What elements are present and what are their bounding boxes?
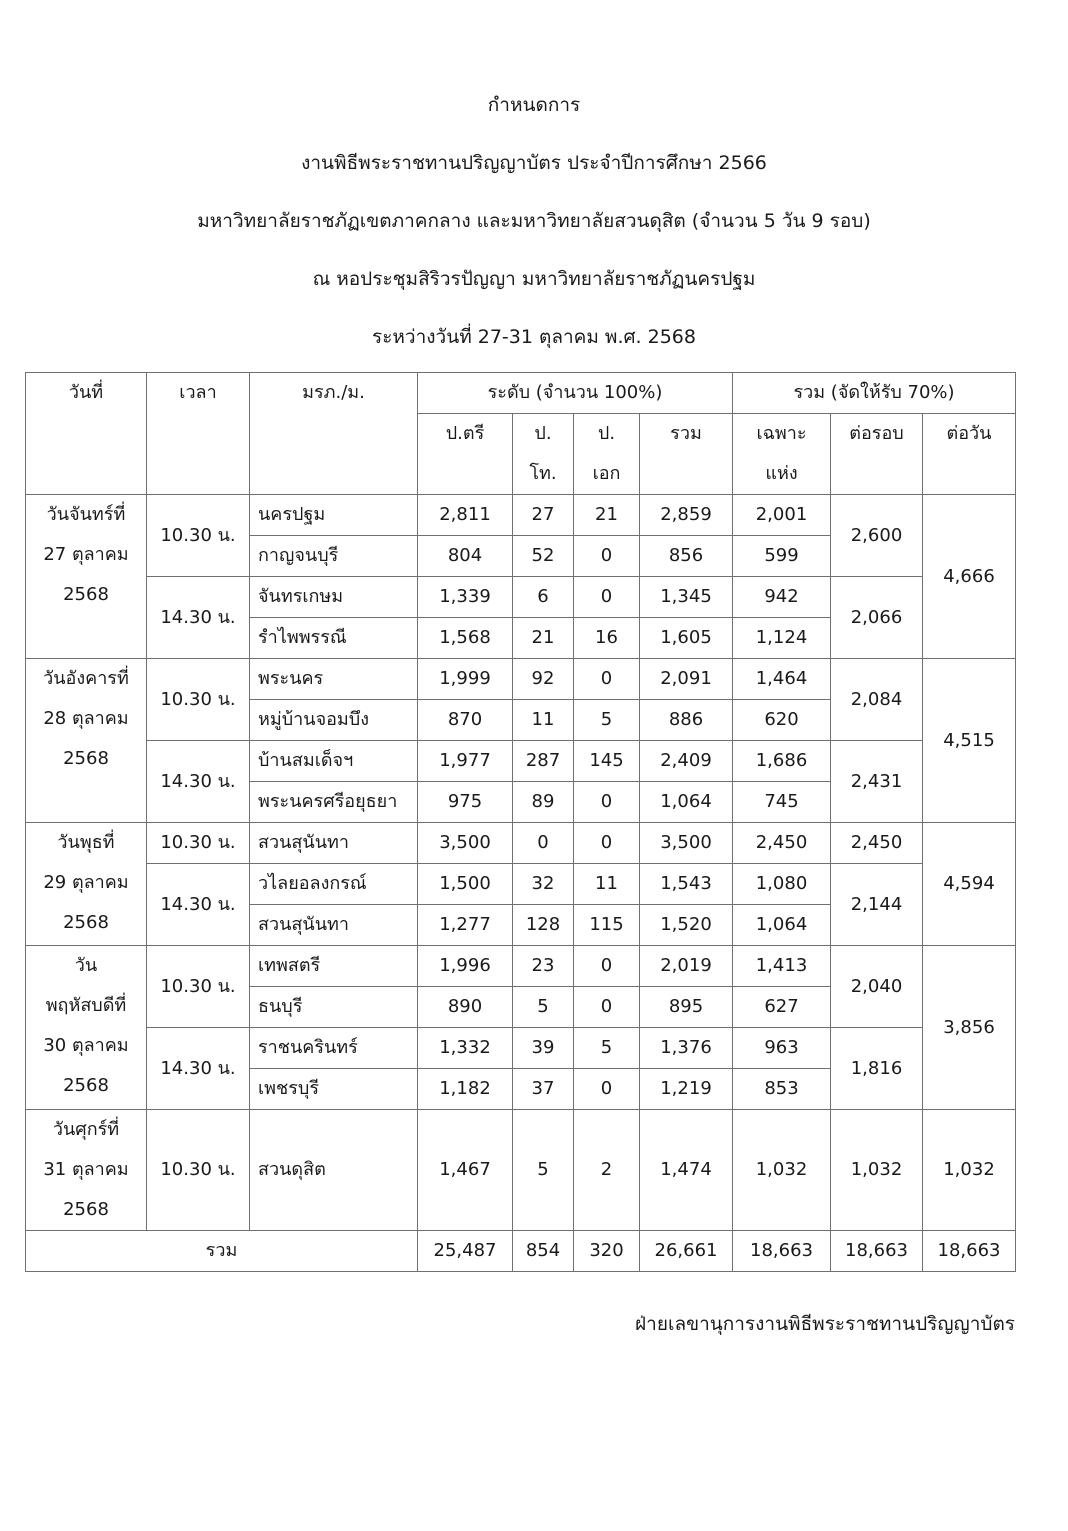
per-round-cell: 1,032 xyxy=(831,1110,923,1231)
header-sum: รวม xyxy=(640,414,733,495)
table-row xyxy=(26,823,1016,864)
per-round-cell: 2,040 xyxy=(831,946,923,1028)
time-cell: 14.30 น. xyxy=(147,741,250,823)
university-cell: กาญจนบุรี xyxy=(250,536,418,577)
specific-cell: 599 xyxy=(733,536,831,577)
date-cell xyxy=(26,659,147,823)
header-specific-line1: เฉพาะ xyxy=(756,423,807,444)
bachelor-cell: 1,568 xyxy=(418,618,513,659)
header-specific-line2: แห่ง xyxy=(765,463,798,484)
total-label: รวม xyxy=(26,1231,418,1272)
sum-cell: 1,543 xyxy=(640,864,733,905)
university-cell: สวนดุสิต xyxy=(250,1110,418,1231)
university-cell: ธนบุรี xyxy=(250,987,418,1028)
header-bachelor: ป.ตรี xyxy=(418,414,513,495)
doctor-cell: 0 xyxy=(574,577,640,618)
per-round-cell: 2,084 xyxy=(831,659,923,741)
master-cell: 32 xyxy=(513,864,574,905)
doctor-cell: 21 xyxy=(574,495,640,536)
bachelor-cell: 1,182 xyxy=(418,1069,513,1110)
specific-cell: 1,032 xyxy=(733,1110,831,1231)
header-doctor-line2: เอก xyxy=(592,463,621,484)
table-row xyxy=(26,495,1016,536)
date-line: 30 ตุลาคม xyxy=(43,1035,129,1056)
sum-cell: 2,859 xyxy=(640,495,733,536)
doctor-cell: 0 xyxy=(574,946,640,987)
date-line: วันศุกร์ที่ xyxy=(52,1119,120,1140)
total-bachelor: 25,487 xyxy=(418,1231,513,1272)
bachelor-cell: 1,339 xyxy=(418,577,513,618)
sum-cell: 2,091 xyxy=(640,659,733,700)
master-cell: 11 xyxy=(513,700,574,741)
sum-cell: 1,605 xyxy=(640,618,733,659)
date-line: 2568 xyxy=(63,1075,109,1096)
bachelor-cell: 1,277 xyxy=(418,905,513,946)
bachelor-cell: 1,977 xyxy=(418,741,513,782)
university-cell: สวนสุนันทา xyxy=(250,905,418,946)
doctor-cell: 115 xyxy=(574,905,640,946)
doctor-cell: 2 xyxy=(574,1110,640,1231)
specific-cell: 853 xyxy=(733,1069,831,1110)
bachelor-cell: 870 xyxy=(418,700,513,741)
header-per-round: ต่อรอบ xyxy=(831,414,923,495)
date-line: 2568 xyxy=(63,912,109,933)
university-cell: พระนครศรีอยุธยา xyxy=(250,782,418,823)
sum-cell: 895 xyxy=(640,987,733,1028)
university-cell: จันทรเกษม xyxy=(250,577,418,618)
sum-cell: 886 xyxy=(640,700,733,741)
per-round-cell: 1,816 xyxy=(831,1028,923,1110)
table-row xyxy=(26,864,1016,905)
specific-cell: 942 xyxy=(733,577,831,618)
time-cell: 14.30 น. xyxy=(147,577,250,659)
header-per-day: ต่อวัน xyxy=(923,414,1016,495)
bachelor-cell: 1,332 xyxy=(418,1028,513,1069)
date-line: วันพุธที่ xyxy=(57,832,115,853)
master-cell: 6 xyxy=(513,577,574,618)
university-cell: นครปฐม xyxy=(250,495,418,536)
specific-cell: 1,064 xyxy=(733,905,831,946)
specific-cell: 1,080 xyxy=(733,864,831,905)
doctor-cell: 0 xyxy=(574,1069,640,1110)
per-day-cell: 4,594 xyxy=(923,823,1016,946)
university-cell: รำไพพรรณี xyxy=(250,618,418,659)
date-line: 2568 xyxy=(63,748,109,769)
header-university: มรภ./ม. xyxy=(250,373,418,495)
time-cell: 10.30 น. xyxy=(147,495,250,577)
header-line-3: มหาวิทยาลัยราชภัฏเขตภาคกลาง และมหาวิทยาลัยสวนดุสิต (จำนวน 5 วัน 9 รอบ) xyxy=(197,210,871,232)
header-time: เวลา xyxy=(147,373,250,495)
time-cell: 10.30 น. xyxy=(147,1110,250,1231)
bachelor-cell: 1,996 xyxy=(418,946,513,987)
bachelor-cell: 804 xyxy=(418,536,513,577)
specific-cell: 620 xyxy=(733,700,831,741)
sum-cell: 3,500 xyxy=(640,823,733,864)
doctor-cell: 5 xyxy=(574,1028,640,1069)
sum-cell: 2,409 xyxy=(640,741,733,782)
doctor-cell: 16 xyxy=(574,618,640,659)
sum-cell: 1,345 xyxy=(640,577,733,618)
table-row xyxy=(26,659,1016,700)
header-line-5: ระหว่างวันที่ 27-31 ตุลาคม พ.ศ. 2568 xyxy=(371,326,696,348)
specific-cell: 1,686 xyxy=(733,741,831,782)
sum-cell: 2,019 xyxy=(640,946,733,987)
bachelor-cell: 975 xyxy=(418,782,513,823)
master-cell: 89 xyxy=(513,782,574,823)
master-cell: 52 xyxy=(513,536,574,577)
header-doctor xyxy=(574,414,640,495)
table-row xyxy=(26,1110,1016,1231)
per-round-cell: 2,144 xyxy=(831,864,923,946)
schedule-table xyxy=(25,372,1016,1272)
master-cell: 5 xyxy=(513,1110,574,1231)
master-cell: 0 xyxy=(513,823,574,864)
per-round-cell: 2,450 xyxy=(831,823,923,864)
bachelor-cell: 1,467 xyxy=(418,1110,513,1231)
doctor-cell: 0 xyxy=(574,987,640,1028)
table-row xyxy=(26,577,1016,618)
university-cell: ราชนครินทร์ xyxy=(250,1028,418,1069)
header-master-line2: โท. xyxy=(529,463,557,484)
header-line-1: กำหนดการ xyxy=(487,94,581,116)
date-cell xyxy=(26,946,147,1110)
per-round-cell: 2,066 xyxy=(831,577,923,659)
date-line: วันอังคารที่ xyxy=(43,668,129,689)
time-cell: 14.30 น. xyxy=(147,864,250,946)
per-round-cell: 2,431 xyxy=(831,741,923,823)
table-footer xyxy=(26,1231,1016,1272)
master-cell: 287 xyxy=(513,741,574,782)
total-sum: 26,661 xyxy=(640,1231,733,1272)
bachelor-cell: 3,500 xyxy=(418,823,513,864)
table-header xyxy=(26,373,1016,495)
bachelor-cell: 1,500 xyxy=(418,864,513,905)
doctor-cell: 11 xyxy=(574,864,640,905)
per-day-cell: 3,856 xyxy=(923,946,1016,1110)
header-total-group: รวม (จัดให้รับ 70%) xyxy=(733,373,1016,414)
header-specific xyxy=(733,414,831,495)
date-line: วันจันทร์ที่ xyxy=(46,504,126,525)
total-specific: 18,663 xyxy=(733,1231,831,1272)
university-cell: สวนสุนันทา xyxy=(250,823,418,864)
footer-signature: ฝ่ายเลขานุการงานพิธีพระราชทานปริญญาบัตร xyxy=(635,1313,1015,1335)
header-level-group: ระดับ (จำนวน 100%) xyxy=(418,373,733,414)
date-line: พฤหัสบดีที่ xyxy=(45,995,127,1016)
doctor-cell: 0 xyxy=(574,659,640,700)
sum-cell: 1,474 xyxy=(640,1110,733,1231)
specific-cell: 745 xyxy=(733,782,831,823)
sum-cell: 1,376 xyxy=(640,1028,733,1069)
total-row xyxy=(26,1231,1016,1272)
bachelor-cell: 1,999 xyxy=(418,659,513,700)
header-master-line1: ป. xyxy=(534,423,552,444)
header-doctor-line1: ป. xyxy=(597,423,616,444)
doctor-cell: 5 xyxy=(574,700,640,741)
sum-cell: 1,064 xyxy=(640,782,733,823)
bachelor-cell: 2,811 xyxy=(418,495,513,536)
header-line-2: งานพิธีพระราชทานปริญญาบัตร ประจำปีการศึกษา 2566 xyxy=(301,152,767,174)
university-cell: พระนคร xyxy=(250,659,418,700)
time-cell: 10.30 น. xyxy=(147,946,250,1028)
total-per-day: 18,663 xyxy=(923,1231,1016,1272)
master-cell: 37 xyxy=(513,1069,574,1110)
date-line: 28 ตุลาคม xyxy=(43,708,129,729)
table-row xyxy=(26,741,1016,782)
time-cell: 14.30 น. xyxy=(147,1028,250,1110)
doctor-cell: 145 xyxy=(574,741,640,782)
bachelor-cell: 890 xyxy=(418,987,513,1028)
doctor-cell: 0 xyxy=(574,536,640,577)
date-line: 31 ตุลาคม xyxy=(43,1159,129,1180)
table-row xyxy=(26,1028,1016,1069)
master-cell: 128 xyxy=(513,905,574,946)
university-cell: เพชรบุรี xyxy=(250,1069,418,1110)
date-line: 2568 xyxy=(63,1199,109,1220)
date-cell xyxy=(26,1110,147,1231)
date-line: 27 ตุลาคม xyxy=(43,544,129,565)
total-per-round: 18,663 xyxy=(831,1231,923,1272)
date-line: วัน xyxy=(74,955,98,976)
sum-cell: 856 xyxy=(640,536,733,577)
specific-cell: 1,124 xyxy=(733,618,831,659)
doctor-cell: 0 xyxy=(574,823,640,864)
table-body xyxy=(26,495,1016,1231)
per-day-cell: 1,032 xyxy=(923,1110,1016,1231)
date-line: 2568 xyxy=(63,584,109,605)
master-cell: 92 xyxy=(513,659,574,700)
time-cell: 10.30 น. xyxy=(147,659,250,741)
specific-cell: 2,450 xyxy=(733,823,831,864)
header-line-4: ณ หอประชุมสิริวรปัญญา มหาวิทยาลัยราชภัฏนครปฐม xyxy=(312,268,756,290)
table-row xyxy=(26,946,1016,987)
per-day-cell: 4,666 xyxy=(923,495,1016,659)
master-cell: 21 xyxy=(513,618,574,659)
master-cell: 5 xyxy=(513,987,574,1028)
per-day-cell: 4,515 xyxy=(923,659,1016,823)
date-line: 29 ตุลาคม xyxy=(43,872,129,893)
date-cell xyxy=(26,495,147,659)
header-master xyxy=(513,414,574,495)
time-cell: 10.30 น. xyxy=(147,823,250,864)
header-date: วันที่ xyxy=(26,373,147,495)
master-cell: 23 xyxy=(513,946,574,987)
master-cell: 39 xyxy=(513,1028,574,1069)
master-cell: 27 xyxy=(513,495,574,536)
university-cell: เทพสตรี xyxy=(250,946,418,987)
specific-cell: 2,001 xyxy=(733,495,831,536)
university-cell: วไลยอลงกรณ์ xyxy=(250,864,418,905)
specific-cell: 1,464 xyxy=(733,659,831,700)
total-master: 854 xyxy=(513,1231,574,1272)
total-doctor: 320 xyxy=(574,1231,640,1272)
sum-cell: 1,219 xyxy=(640,1069,733,1110)
specific-cell: 627 xyxy=(733,987,831,1028)
doctor-cell: 0 xyxy=(574,782,640,823)
per-round-cell: 2,600 xyxy=(831,495,923,577)
university-cell: บ้านสมเด็จฯ xyxy=(250,741,418,782)
specific-cell: 1,413 xyxy=(733,946,831,987)
sum-cell: 1,520 xyxy=(640,905,733,946)
university-cell: หมู่บ้านจอมบึง xyxy=(250,700,418,741)
specific-cell: 963 xyxy=(733,1028,831,1069)
date-cell xyxy=(26,823,147,946)
